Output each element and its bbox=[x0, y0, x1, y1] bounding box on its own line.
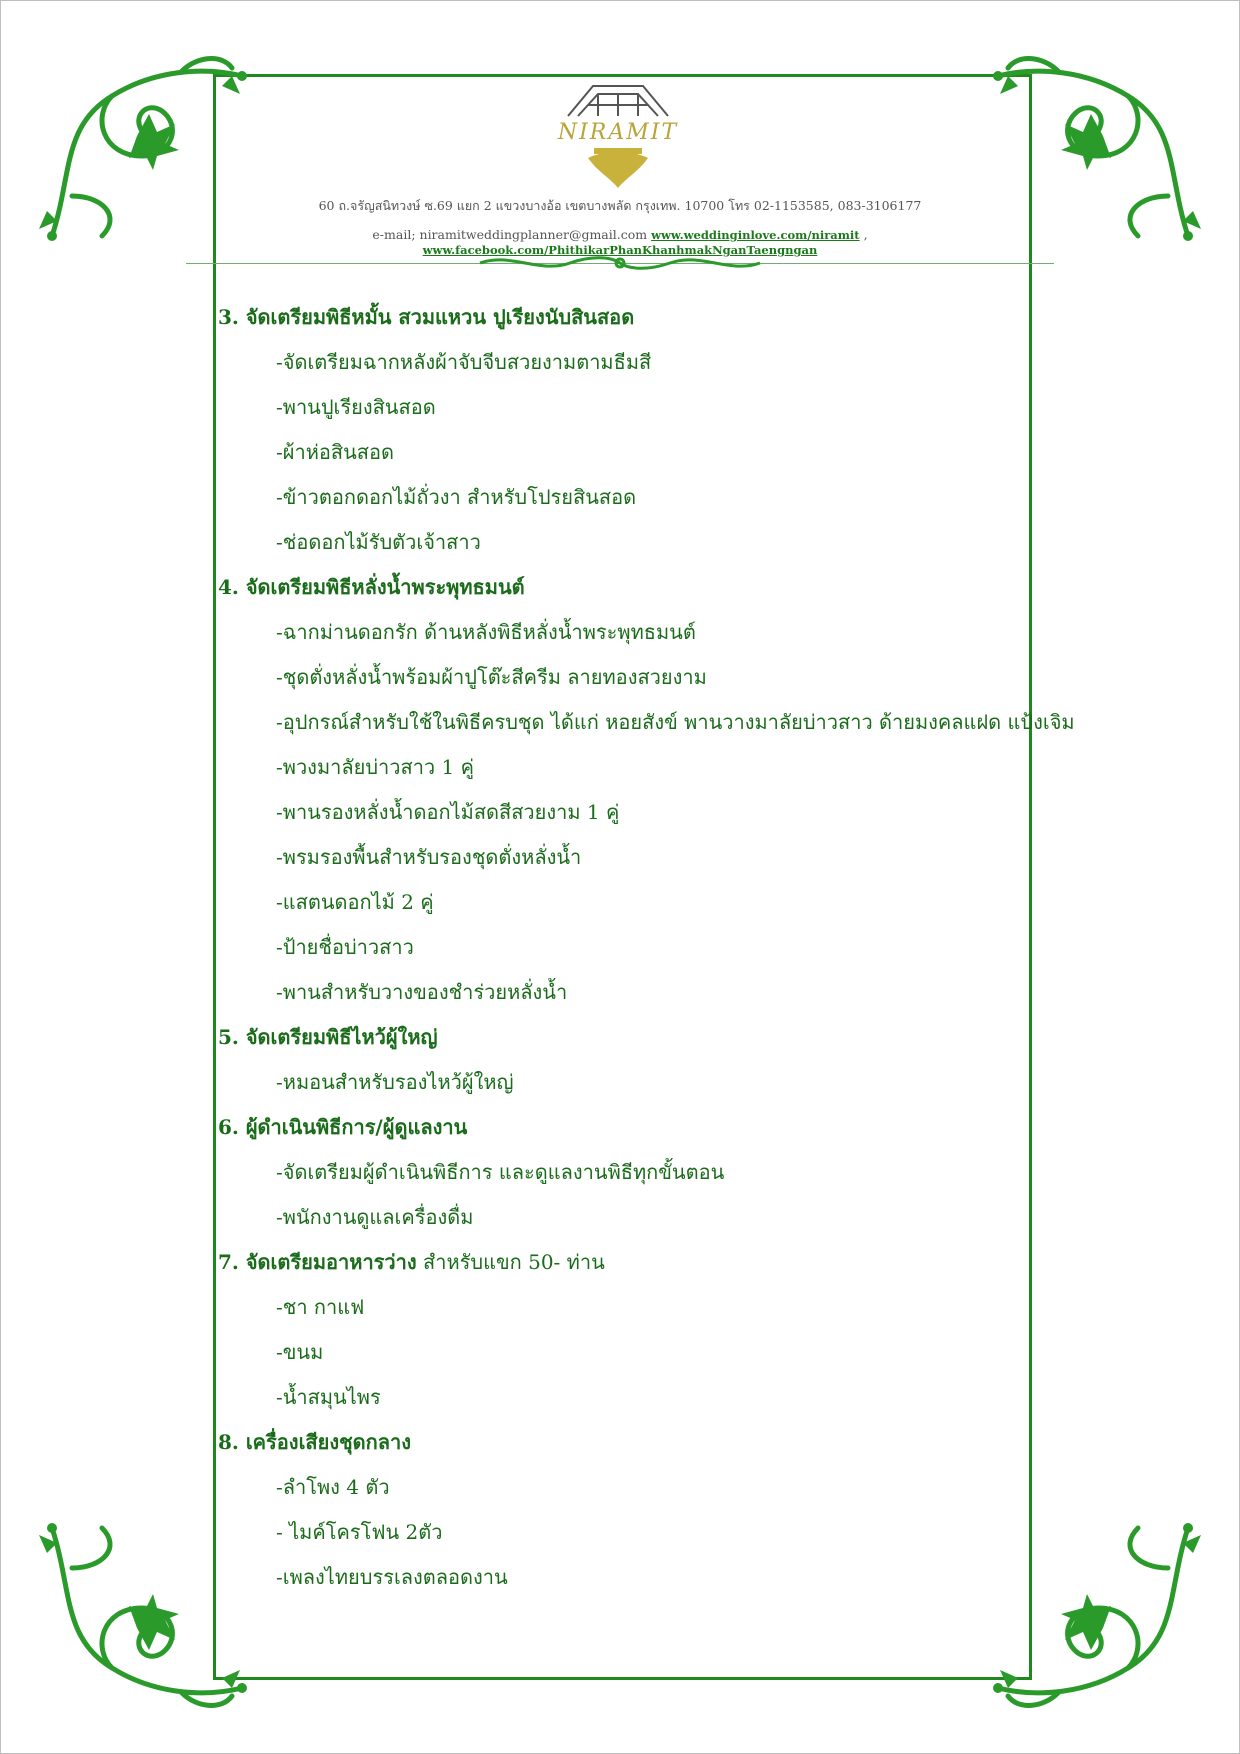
section-heading: 5. จัดเตรียมพิธีไหว้ผู้ใหญ่ bbox=[218, 1025, 438, 1049]
list-item: -ป้ายชื่อบ่าวสาว bbox=[276, 935, 414, 959]
divider-flourish-icon bbox=[470, 252, 770, 274]
list-item: -จัดเตรียมผู้ดำเนินพิธีการ และดูแลงานพิธีทุกขั้นตอน bbox=[276, 1160, 725, 1184]
section-heading: 8. เครื่องเสียงชุดกลาง bbox=[218, 1430, 412, 1454]
list-item: -หมอนสำหรับรองไหว้ผู้ใหญ่ bbox=[276, 1070, 514, 1094]
section-heading: 4. จัดเตรียมพิธีหลั่งน้ำพระพุทธมนต์ bbox=[218, 575, 525, 599]
section-heading: 3. จัดเตรียมพิธีหมั้น สวมแหวน ปูเรียงนับสินสอด bbox=[218, 305, 635, 329]
list-item: -พวงมาลัยบ่าวสาว 1 คู่ bbox=[276, 755, 474, 779]
link-separator: , bbox=[863, 227, 868, 242]
list-item: -เพลงไทยบรรเลงตลอดงาน bbox=[276, 1565, 508, 1589]
vine-ornament-icon bbox=[988, 46, 1208, 246]
list-item: -แสตนดอกไม้ 2 คู่ bbox=[276, 890, 434, 914]
section-heading-note: สำหรับแขก 50- ท่าน bbox=[416, 1250, 605, 1274]
list-item: - ไมค์โครโฟน 2ตัว bbox=[276, 1520, 443, 1544]
list-item: -ชุดตั่งหลั่งน้ำพร้อมผ้าปูโต๊ะสีครีม ลายทองสวยงาม bbox=[276, 665, 707, 689]
list-item: -พานสำหรับวางของชำร่วยหลั่งน้ำ bbox=[276, 980, 568, 1004]
list-item: -พานรองหลั่งน้ำดอกไม้สดสีสวยงาม 1 คู่ bbox=[276, 800, 620, 824]
email-text: e-mail; niramitweddingplanner@gmail.com bbox=[372, 227, 648, 242]
list-item: -ข้าวตอกดอกไม้ถั่วงา สำหรับโปรยสินสอด bbox=[276, 485, 637, 509]
list-item: -ฉากม่านดอกรัก ด้านหลังพิธีหลั่งน้ำพระพุทธมนต์ bbox=[276, 620, 696, 644]
list-item: -อุปกรณ์สำหรับใช้ในพิธีครบชุด ได้แก่ หอยสังข์ พานวางมาลัยบ่าวสาว ด้ายมงคลแฝด แป้งเจิม bbox=[276, 710, 1075, 734]
list-item: -พานปูเรียงสินสอด bbox=[276, 395, 436, 419]
section-heading: 6. ผู้ดำเนินพิธีการ/ผู้ดูแลงาน bbox=[218, 1115, 468, 1139]
niramit-logo bbox=[548, 80, 688, 190]
list-item: -ลำโพง 4 ตัว bbox=[276, 1475, 390, 1499]
list-item: -ชา กาแฟ bbox=[276, 1295, 365, 1319]
list-item: -ขนม bbox=[276, 1340, 324, 1364]
website-link[interactable]: www.weddinginlove.com/niramit bbox=[651, 228, 860, 242]
address-line: 60 ถ.จรัญสนิทวงษ์ ซ.69 แยก 2 แขวงบางอ้อ เขตบางพลัด กรุงเทพ. 10700 โทร 02-1153585, 083-3106177 bbox=[318, 198, 922, 213]
facebook-link[interactable]: www.facebook.com/PhithikarPhanKhanhmakNganTaengngan bbox=[422, 243, 818, 257]
list-item: -น้ำสมุนไพร bbox=[276, 1385, 381, 1409]
list-item: -ช่อดอกไม้รับตัวเจ้าสาว bbox=[276, 530, 481, 554]
corner-ornament-top-right bbox=[988, 46, 1208, 246]
list-item: -พรมรองพื้นสำหรับรองชุดตั่งหลั่งน้ำ bbox=[276, 845, 582, 869]
section-heading: 7. จัดเตรียมอาหารว่าง สำหรับแขก 50- ท่าน bbox=[218, 1250, 605, 1274]
corner-ornament-top-left bbox=[32, 46, 252, 246]
logo-text: NIRAMIT bbox=[557, 120, 679, 145]
list-item: -จัดเตรียมฉากหลังผ้าจับจีบสวยงามตามธีมสี bbox=[276, 350, 652, 374]
list-item: -พนักงานดูแลเครื่องดื่ม bbox=[276, 1205, 474, 1229]
list-item: -ผ้าห่อสินสอด bbox=[276, 440, 394, 464]
checklist bbox=[218, 301, 1118, 1606]
vine-ornament-icon bbox=[32, 46, 252, 246]
